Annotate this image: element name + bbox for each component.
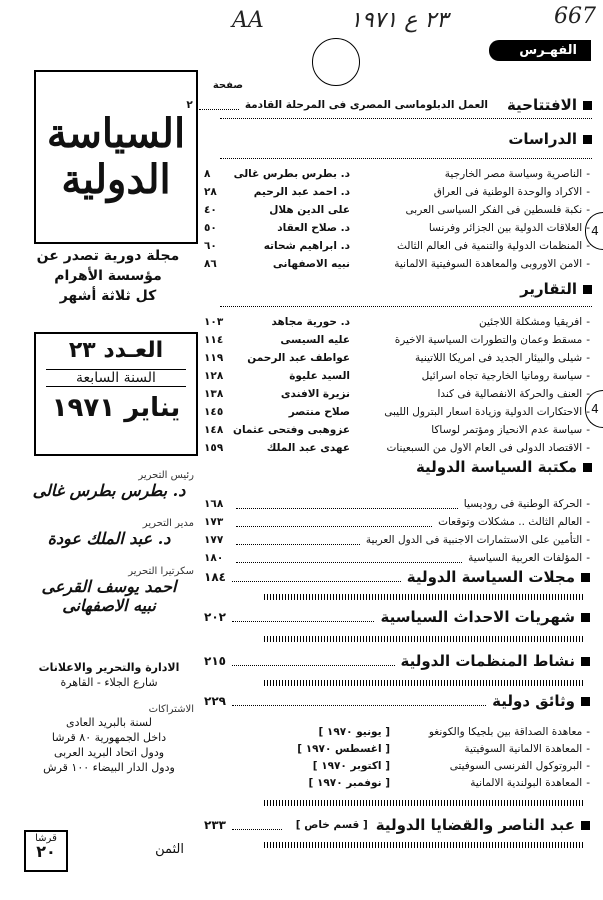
toc-entry-author: د. بطرس بطرس غالى (233, 168, 350, 180)
bullet-square-icon (581, 697, 590, 706)
bullet-square-icon (583, 463, 592, 472)
bullet-square-icon (583, 101, 592, 110)
dot-leader (232, 697, 486, 706)
section-title: الدراسات (508, 130, 577, 148)
toc-entry-date: [ نوفمبر ١٩٧٠ ] (308, 777, 390, 789)
hatched-divider (264, 800, 584, 806)
toc-entry-page: ٢٨ (204, 186, 217, 198)
toc-entry-title: سياسة رومانيا الخارجية تجاه اسرائيل (421, 370, 583, 382)
price-row (24, 830, 194, 870)
secretaries-label: سكرتيرا التحرير (128, 566, 194, 577)
page-column-label: صفحة (212, 80, 243, 91)
toc-entry-title: نكبة فلسطين فى الفكر السياسى العربى (405, 204, 583, 216)
toc-entry-page: ٨٦ (204, 258, 217, 270)
toc-row: - المعاهدة الالمانية السوفيتية [ اغسطس ١٩٧٠ ] (290, 741, 590, 757)
editor-in-chief-label: رئيس التحرير (138, 470, 194, 481)
toc-entry-page: ١٣٨ (204, 388, 224, 400)
toc-entry-title: الاقتصاد الدولى فى العام الاول من السبعينات (386, 442, 583, 454)
dot-leader (236, 554, 462, 563)
toc-entry-title: المؤلفات العربية السياسية (468, 552, 583, 564)
bullet-square-icon (583, 135, 592, 144)
index-badge: الفهـرس (489, 40, 591, 61)
toc-entry-page: ١٧٣ (204, 516, 224, 528)
handwritten-date: ٢٣ ع ١٩٧١ (350, 8, 449, 33)
section-title: عبد الناصر والقضايا الدولية (375, 816, 575, 834)
toc-entry-title: معاهدة الصداقة بين بلجيكا والكونغو (428, 726, 583, 738)
section-studies (508, 130, 592, 148)
description-line: مؤسسة الأهرام (54, 268, 162, 284)
section-title: وثائق دولية (492, 692, 575, 710)
toc-row: - الاكراد والوحدة الوطنية فى العراق د. احمد عبد الرحيم ٢٨ (204, 186, 590, 198)
managing-editor-name: د. عبد الملك عودة (47, 529, 171, 548)
admin-line: الادارة والتحرير والاعلانات (38, 661, 180, 674)
toc-entry-title: المنظمات الدولية والتنمية فى العالم الثالث (396, 240, 583, 252)
hatched-divider (264, 680, 584, 686)
managing-editor-label: مدير التحرير (142, 518, 194, 529)
secretary-name: نبيه الاصفهانى (62, 596, 156, 615)
toc-entry-title: الاحتكارات الدولية وزيادة اسعار البترول الليبى (384, 406, 583, 418)
dot-leader (232, 657, 395, 666)
toc-entry-page: ٢ (186, 99, 193, 111)
hatched-divider (264, 842, 584, 848)
toc-entry-page: ١٦٨ (204, 498, 224, 510)
toc-entry-page: ١٤٥ (204, 406, 224, 418)
toc-entry-title: الحركة الوطنية فى روديسيا (463, 498, 583, 510)
section-documents (204, 690, 590, 712)
section-library (416, 458, 592, 476)
hatched-divider (264, 594, 584, 600)
dot-leader (236, 536, 360, 545)
issue-date: يناير ١٩٧١ (51, 393, 181, 423)
toc-row: - سياسة رومانيا الخارجية تجاه اسرائيل السيد عليوة ١٢٨ (204, 370, 590, 382)
issue-year: السنة السابعة (46, 369, 186, 387)
toc-row: - سياسة عدم الانحياز ومؤتمر لوساكا عزوهبى وفتحى عثمان ١٤٨ (204, 424, 590, 436)
section-rule (220, 306, 592, 307)
toc-row: - معاهدة الصداقة بين بلجيكا والكونغو [ يونيو ١٩٧٠ ] (290, 724, 590, 740)
admin-address: شارع الجلاء - القاهرة (60, 676, 158, 689)
dot-leader (232, 573, 401, 582)
publisher-description (22, 246, 194, 306)
managing-editor-block (24, 518, 194, 548)
section-page: ٢٣٣ (204, 818, 226, 832)
section-nasser (204, 814, 590, 836)
section-journals (204, 566, 590, 588)
toc-entry-author: نزيرة الافندى (280, 388, 350, 400)
toc-entry-page: ١١٩ (204, 352, 224, 364)
section-page: ٢١٥ (204, 654, 226, 668)
section-opening (507, 96, 592, 114)
section-note: [ قسم خاص ] (295, 819, 368, 831)
toc-row: - المنظمات الدولية والتنمية فى العالم الثالث د. ابراهيم شحاته ٦٠ (204, 240, 590, 252)
toc-row: - الحركة الوطنية فى روديسيا ١٦٨ (204, 498, 590, 510)
toc-row: - الامن الاوروبى والمعاهدة السوفيتية الالمانية نبيه الاصفهانى ٨٦ (204, 258, 590, 270)
subscription-line: ودول الدار البيضاء ١٠٠ قرش (43, 761, 175, 774)
bullet-square-icon (581, 573, 590, 582)
toc-entry-page: ٥٠ (204, 222, 217, 234)
toc-row (186, 97, 488, 113)
toc-entry-author: صلاح منتصر (288, 406, 350, 418)
toc-row: - الناصرية وسياسة مصر الخارجية د. بطرس بطرس غالى ٨ (204, 168, 590, 180)
section-rule (220, 158, 592, 159)
price-label: الثمن (155, 842, 184, 857)
toc-entry-author: نبيه الاصفهانى (272, 258, 350, 270)
toc-entry-author: عهدى عبد الملك (266, 442, 350, 454)
dot-leader (236, 518, 432, 527)
toc-entry-title: مسقط وعمان والتطورات السياسية الاخيرة (394, 334, 583, 346)
toc-entry-author: عليه السيسى (280, 334, 350, 346)
toc-entry-title: الناصرية وسياسة مصر الخارجية (444, 168, 583, 180)
side-mark-icon: 4 (585, 390, 603, 428)
toc-entry-author: د. احمد عبد الرحيم (253, 186, 350, 198)
toc-entry-page: ٦٠ (204, 240, 217, 252)
dot-leader (236, 500, 458, 509)
toc-entry-title: العنف والحركة الانفصالية فى كندا (437, 388, 583, 400)
toc-entry-title: التأمين على الاستثمارات الاجنبية فى الدول العربية (365, 534, 583, 546)
toc-row: - الاحتكارات الدولية وزيادة اسعار البترول الليبى صلاح منتصر ١٤٥ (204, 406, 590, 418)
toc-entry-page: ١٠٣ (204, 316, 224, 328)
toc-entry-page: ١٢٨ (204, 370, 224, 382)
price-box (24, 830, 68, 872)
toc-entry-author: عزوهبى وفتحى عثمان (232, 424, 350, 436)
toc-row: - المؤلفات العربية السياسية ١٨٠ (204, 552, 590, 564)
description-line: مجلة دورية تصدر عن (36, 248, 180, 264)
toc-entry-date: [ اغسطس ١٩٧٠ ] (297, 743, 390, 755)
toc-entry-author: على الدين هلال (269, 204, 350, 216)
masthead-line: السياسة (46, 110, 186, 157)
toc-entry-title: البروتوكول الفرنسى السوفيتى (449, 760, 583, 772)
masthead-line: الدولية (61, 156, 171, 203)
toc-entry-date: [ يونيو ١٩٧٠ ] (318, 726, 390, 738)
subscriptions-label: الاشتراكات (148, 704, 194, 715)
price-unit: قرشا (35, 833, 57, 844)
section-monthly-events (204, 606, 590, 628)
toc-entry-title: العمل الدبلوماسى المصرى فى المرحلة القادمة (244, 99, 488, 111)
section-page: ٢٢٩ (204, 694, 226, 708)
toc-entry-title: الامن الاوروبى والمعاهدة السوفيتية الالمانية (394, 258, 583, 270)
dot-leader (232, 613, 374, 622)
toc-entry-page: ١٤٨ (204, 424, 224, 436)
toc-row: - المعاهدة البولندية الالمانية [ نوفمبر ١٩٧٠ ] (290, 775, 590, 791)
toc-entry-title: المعاهدة الالمانية السوفيتية (464, 743, 583, 755)
admin-block (24, 660, 194, 690)
toc-entry-page: ٤٠ (204, 204, 217, 216)
issue-box (34, 332, 198, 456)
dot-leader (232, 821, 282, 830)
toc-entry-author: السيد عليوة (289, 370, 350, 382)
section-title: الافتتاحية (506, 96, 577, 114)
subscriptions-block (24, 704, 194, 775)
toc-entry-title: العلاقات الدولية بين الجزائر وفرنسا (428, 222, 583, 234)
toc-entry-page: ١٨٠ (204, 552, 224, 564)
toc-entry-author: عواطف عبد الرحمن (247, 352, 350, 364)
toc-entry-title: العالم الثالث .. مشكلات وتوقعات (438, 516, 583, 528)
handwritten-note-left: AA (232, 8, 264, 33)
dot-leader (199, 101, 239, 110)
toc-row: - شيلى والبيئار الجديد فى امريكا اللاتينية عواطف عبد الرحمن ١١٩ (204, 352, 590, 364)
section-page: ١٨٤ (204, 570, 226, 584)
toc-entry-page: ١١٤ (204, 334, 224, 346)
description-line: كل ثلاثة أشهر (59, 288, 157, 304)
secretaries-block (24, 566, 194, 615)
toc-row: - العالم الثالث .. مشكلات وتوقعات ١٧٣ (204, 516, 590, 528)
toc-entry-author: د. صلاح العقاد (277, 222, 350, 234)
toc-row: - نكبة فلسطين فى الفكر السياسى العربى على الدين هلال ٤٠ (204, 204, 590, 216)
toc-row: - الاقتصاد الدولى فى العام الاول من السبعينات عهدى عبد الملك ١٥٩ (204, 442, 590, 454)
toc-entry-page: ١٧٧ (204, 534, 224, 546)
toc-entry-author: د. ابراهيم شحاته (263, 240, 350, 252)
toc-entry-page: ١٥٩ (204, 442, 224, 454)
toc-row: - البروتوكول الفرنسى السوفيتى [ اكتوبر ١٩٧٠ ] (290, 758, 590, 774)
subscription-line: ودول اتحاد البريد العربى (53, 746, 165, 759)
side-mark-icon: 4 (585, 212, 603, 250)
table-of-contents (186, 0, 598, 900)
hatched-divider (264, 636, 584, 642)
section-rule (220, 118, 592, 119)
toc-entry-author: د. حورية مجاهد (271, 316, 350, 328)
toc-entry-title: شيلى والبيئار الجديد فى امريكا اللاتينية (415, 352, 583, 364)
section-organizations (204, 650, 590, 672)
editor-in-chief-name: د. بطرس بطرس غالى (32, 481, 186, 500)
section-title: مجلات السياسة الدولية (406, 568, 575, 586)
subscription-line: لسنة بالبريد العادى (66, 716, 152, 729)
bullet-square-icon (583, 285, 592, 294)
toc-entry-date: [ اكتوبر ١٩٧٠ ] (312, 760, 390, 772)
secretary-name: احمد يوسف القرعى (41, 577, 177, 596)
section-title: شهريات الاحداث السياسية (380, 608, 575, 626)
bullet-square-icon (581, 657, 590, 666)
section-title: مكتبة السياسة الدولية (415, 458, 577, 476)
toc-entry-page: ٨ (204, 168, 211, 180)
price-value: ٢٠ (36, 842, 56, 861)
toc-row: - العلاقات الدولية بين الجزائر وفرنسا د. صلاح العقاد ٥٠ (204, 222, 590, 234)
toc-entry-title: المعاهدة البولندية الالمانية (470, 777, 583, 789)
section-title: التقارير (520, 280, 577, 298)
masthead-column (6, 40, 194, 880)
toc-entry-title: الاكراد والوحدة الوطنية فى العراق (433, 186, 583, 198)
issue-number: العـدد ٢٣ (68, 338, 164, 363)
toc-entry-title: افريقيا ومشكلة اللاجئين (479, 316, 583, 328)
masthead-box (34, 70, 198, 244)
toc-entry-title: سياسة عدم الانحياز ومؤتمر لوساكا (431, 424, 583, 436)
editor-in-chief-block (24, 470, 194, 500)
bullet-square-icon (581, 821, 590, 830)
section-page: ٢٠٢ (204, 610, 226, 624)
toc-row: - مسقط وعمان والتطورات السياسية الاخيرة عليه السيسى ١١٤ (204, 334, 590, 346)
handwritten-number: 667 (554, 4, 596, 29)
toc-row: - افريقيا ومشكلة اللاجئين د. حورية مجاهد ١٠٣ (204, 316, 590, 328)
toc-row: - العنف والحركة الانفصالية فى كندا نزيرة الافندى ١٣٨ (204, 388, 590, 400)
bullet-square-icon (581, 613, 590, 622)
toc-row: - التأمين على الاستثمارات الاجنبية فى الدول العربية ١٧٧ (204, 534, 590, 546)
section-title: نشاط المنظمات الدولية (400, 652, 575, 670)
section-reports (520, 280, 592, 298)
subscription-line: داخل الجمهورية ٨٠ قرشا (51, 731, 167, 744)
